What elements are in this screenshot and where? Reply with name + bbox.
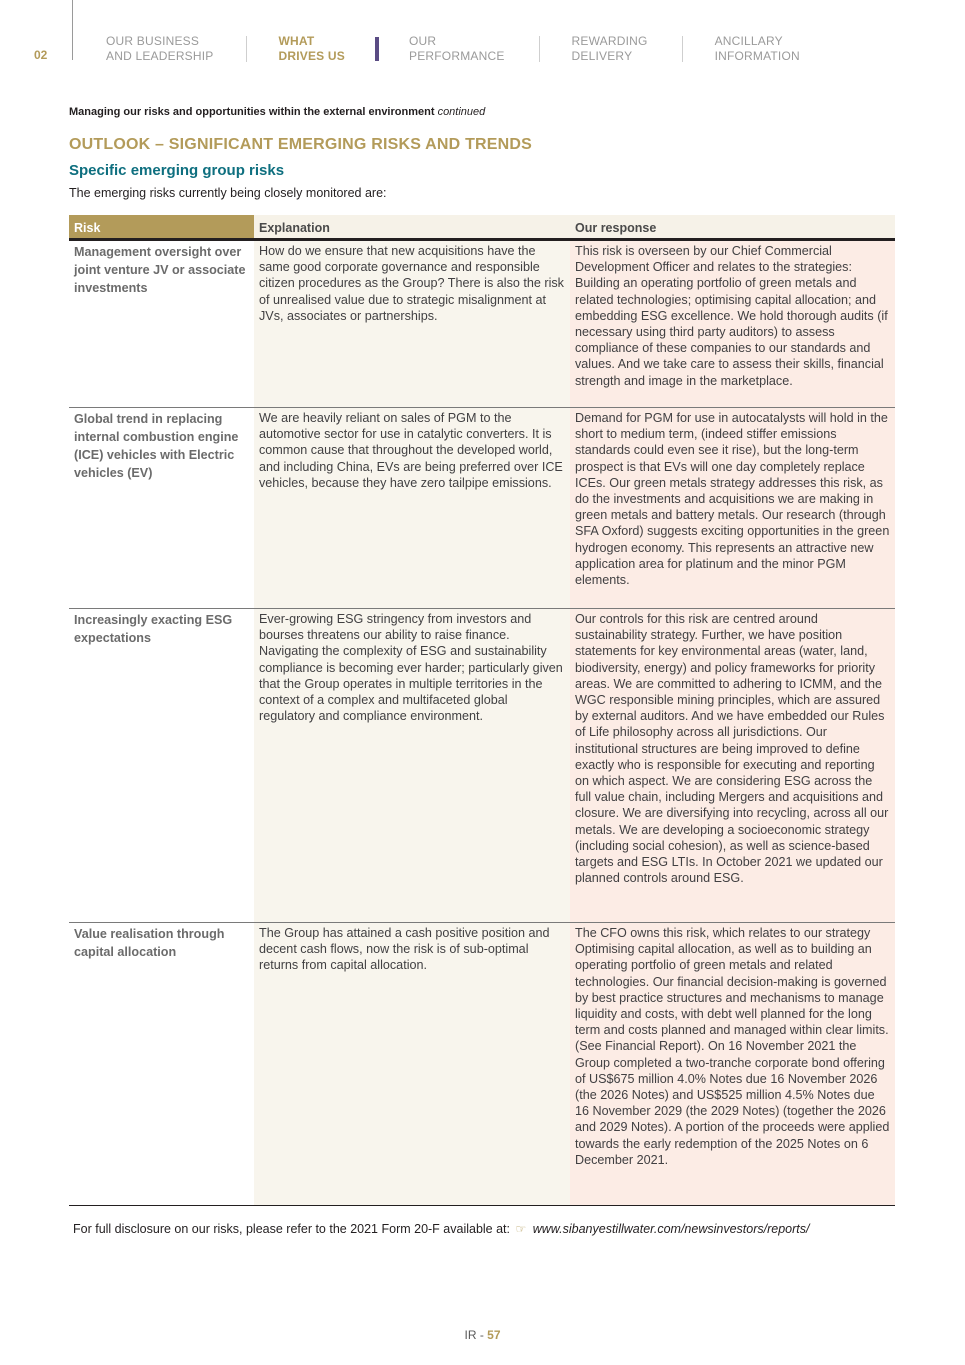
nav-separator (539, 36, 540, 62)
response-cell: The CFO owns this risk, which relates to our strategy Optimising capital allocation, as well as to building an operating portfolio of green metals and related technologies. Our financial decision-making is governed by best practice structures and mechanisms to manage liquidity and costs, with debt well planned for the long term and costs planned and managed within clear limits. (See Financial Report). On 16 November 2021 the Group completed a two-tranche corporate bond offering of US$675 million 4.0% Notes due 16 November 2026 (the 2026 Notes) and US$525 million 4.5% Notes due 16 November 2029 (the 2029 Notes) (together the 2026 and 2029 Notes). A portion of the proceeds were applied towards the early redemption of the 2025 Notes on 6 December 2021. (570, 923, 895, 1205)
nav-our-performance[interactable]: OUR PERFORMANCE (408, 34, 505, 63)
page-footer (0, 1328, 965, 1342)
header-divider-line (72, 0, 73, 60)
nav-ancillary-information[interactable]: ANCILLARY INFORMATION (714, 34, 800, 63)
table-row (69, 609, 895, 923)
breadcrumb-suffix: continued (437, 106, 486, 118)
table-row (69, 241, 895, 408)
nav-what-drives-us[interactable]: WHAT DRIVES US (278, 34, 345, 63)
column-header-explanation: Explanation (254, 215, 570, 238)
column-header-risk: Risk (69, 215, 254, 238)
explanation-cell: The Group has attained a cash positive position and decent cash flows, now the risk is of sub-optimal returns from capital allocation. (254, 923, 570, 1205)
pointer-hand-icon: ☞ (515, 1222, 527, 1236)
disclosure-note (73, 1222, 809, 1236)
risk-cell: Increasingly exacting ESG expectations (69, 609, 254, 922)
nav-separator (246, 36, 247, 62)
table-header (69, 215, 895, 241)
risk-cell: Management oversight over joint venture JV or associate investments (69, 241, 254, 407)
nav-rewarding-delivery[interactable]: REWARDING DELIVERY (571, 34, 648, 63)
breadcrumb-title: Managing our risks and opportunities within the external environment (69, 106, 435, 118)
response-cell: Demand for PGM for use in autocatalysts will hold in the short to medium term, (indeed stiffer emissions standards could even see it rise), but the long-term prospect is that EVs will one day completely replace ICEs. Our green metals strategy addresses this risk, as do the investments and acquisitions we are making in green metals and battery metals. Our research (through SFA Oxford) suggests exciting opportunities in the green hydrogen economy. This represents an attractive new application area for platinum and the minor PGM elements. (570, 408, 895, 608)
nav-separator (682, 36, 683, 62)
section-subheading: Specific emerging group risks (69, 162, 285, 179)
table-row (69, 923, 895, 1206)
nav-our-business[interactable]: OUR BUSINESS AND LEADERSHIP (106, 34, 214, 63)
intro-text: The emerging risks currently being closely monitored are: (69, 186, 387, 200)
risk-cell: Global trend in replacing internal combustion engine (ICE) vehicles with Electric vehicles (EV) (69, 408, 254, 608)
breadcrumb (69, 106, 485, 118)
risk-cell: Value realisation through capital allocation (69, 923, 254, 1205)
explanation-cell: How do we ensure that new acquisitions have the same good corporate governance and responsible citizen procedures as the Group? There is also the risk of unrealised value due to strategic misalignment at JVs, associates or partnerships. (254, 241, 570, 407)
section-number: 02 (34, 48, 48, 62)
disclosure-text: For full disclosure on our risks, please refer to the 2021 Form 20-F available at: (73, 1222, 511, 1236)
page-footer-prefix: IR - (464, 1328, 488, 1342)
response-cell: This risk is overseen by our Chief Commercial Development Officer and relates to the strategies: Building an operating portfolio of green metals and related technologies; optimising capital allocation; and embedding ESG excellence. We hold thorough audits (if necessary using third party auditors) to assess compliance of these companies to our standards and values. And we take care to assess their skills, financial strength and image in the marketplace. (570, 241, 895, 407)
explanation-cell: We are heavily reliant on sales of PGM to the automotive sector for use in catalytic converters. It is common cause that throughout the developed world, and including China, EVs are being preferred over ICE vehicles, because they have zero tailpipe emissions. (254, 408, 570, 608)
page-heading: OUTLOOK – SIGNIFICANT EMERGING RISKS AND TRENDS (69, 136, 533, 153)
emerging-risks-table (69, 215, 895, 1206)
page-number: 57 (487, 1328, 501, 1342)
table-row (69, 408, 895, 609)
column-header-response: Our response (570, 215, 895, 238)
explanation-cell: Ever-growing ESG stringency from investors and bourses threatens our ability to raise finance. Navigating the complexity of ESG and sustainability compliance is becoming ever harder; particularly given that the Group operates in multiple territories in the context of a complex and multifaceted global regulatory and compliance environment. (254, 609, 570, 922)
nav-active-marker (375, 37, 379, 61)
reports-link[interactable]: www.sibanyestillwater.com/newsinvestors/reports/ (532, 1222, 810, 1236)
section-navigation (106, 34, 800, 64)
response-cell: Our controls for this risk are centred around sustainability strategy. Further, we have position statements for key environmental areas (water, land, biodiversity, energy) and policy frameworks for priority areas. We are committed to adhering to ICMM, and the WGC responsible mining principles, which are assured by external auditors. And we have embedded our Rules of Life philosophy across all jurisdictions. Our institutional structures are being improved to define exactly who is responsible for executing and reporting on which aspect. We are considering ESG across the full value chain, including Mergers and acquisitions and closure. We are diversifying into recycling, across all our metals. We are developing a socioeconomic strategy (including social cohesion), as well as science-based targets and ESG LTIs. In October 2021 we updated our planned controls around ESG. (570, 609, 895, 922)
